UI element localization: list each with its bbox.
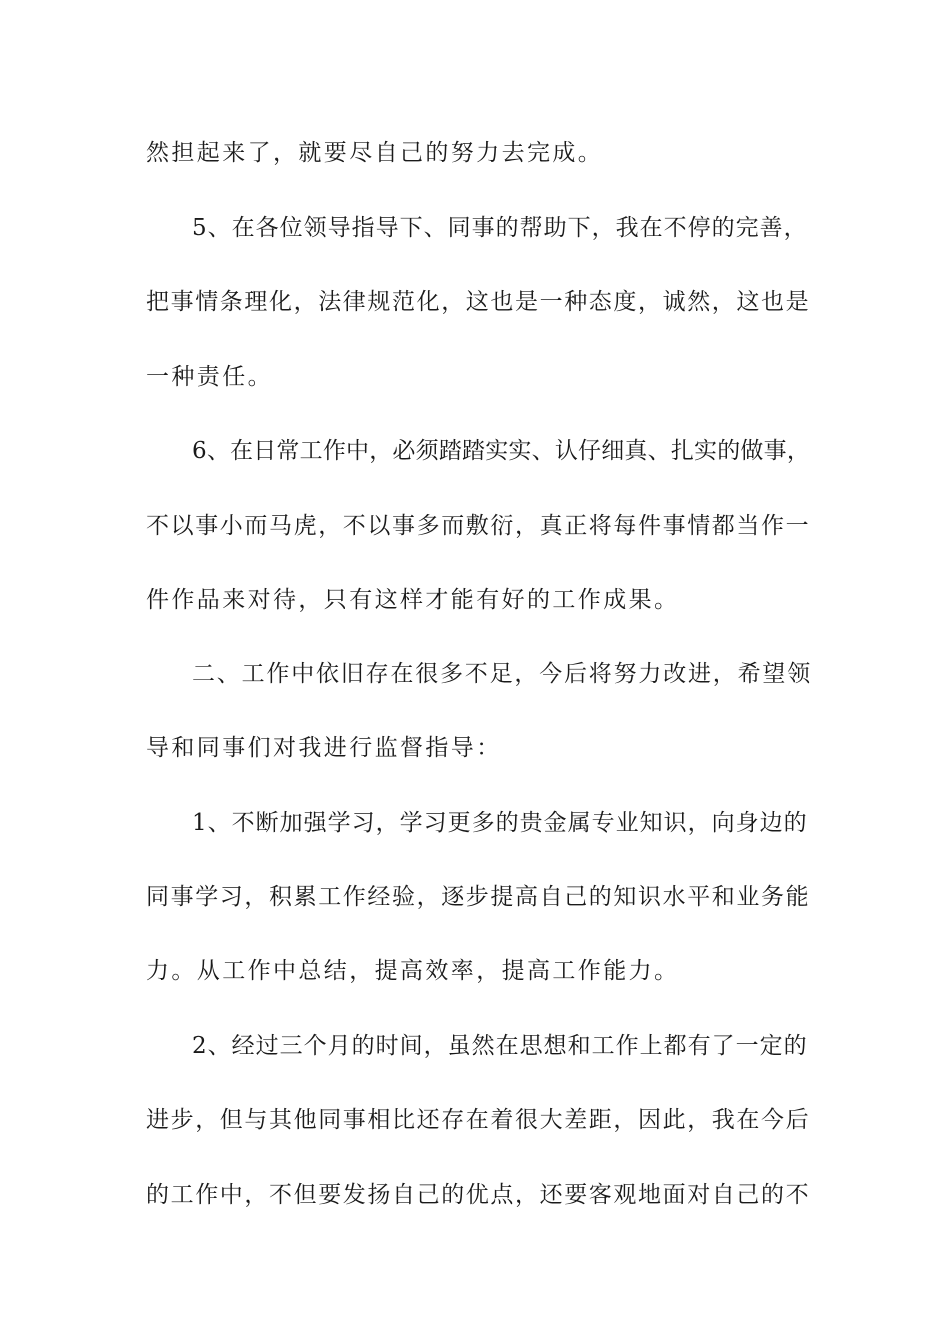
text-line: 5、在各位领导指导下、同事的帮助下，我在不停的完善， [192, 215, 808, 241]
text-line: 力。从工作中总结，提高效率，提高工作能力。 [146, 958, 680, 984]
text-line: 一种责任。 [146, 364, 273, 390]
text-line: 二、工作中依旧存在很多不足，今后将努力改进，希望领 [192, 661, 812, 687]
text-line: 进步，但与其他同事相比还存在着很大差距，因此，我在今后 [146, 1107, 811, 1133]
text-line: 件作品来对待，只有这样才能有好的工作成果。 [146, 587, 680, 613]
text-line: 6、在日常工作中，必须踏踏实实、认仔细真、扎实的做事， [192, 438, 811, 464]
text-line: 同事学习，积累工作经验，逐步提高自己的知识水平和业务能 [146, 884, 811, 910]
text-line: 把事情条理化，法律规范化，这也是一种态度，诚然，这也是 [146, 289, 811, 315]
text-line: 1、不断加强学习，学习更多的贵金属专业知识，向身边的 [192, 810, 808, 836]
text-line: 导和同事们对我进行监督指导： [146, 735, 502, 761]
text-line: 不以事小而马虎，不以事多而敷衍，真正将每件事情都当作一 [146, 513, 811, 539]
text-line: 的工作中，不但要发扬自己的优点，还要客观地面对自己的不 [146, 1182, 811, 1208]
text-line: 然担起来了，就要尽自己的努力去完成。 [146, 140, 604, 166]
text-line: 2、经过三个月的时间，虽然在思想和工作上都有了一定的 [192, 1033, 808, 1059]
